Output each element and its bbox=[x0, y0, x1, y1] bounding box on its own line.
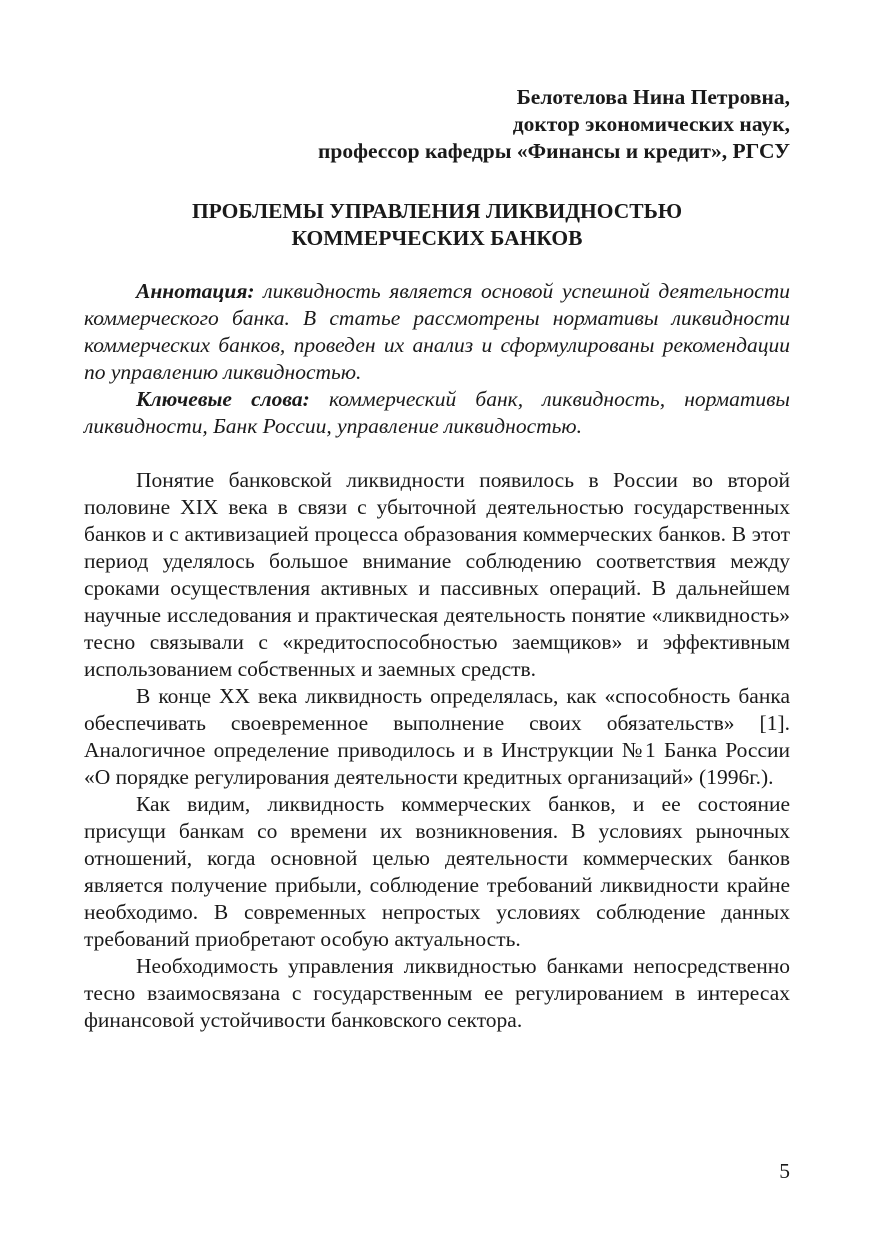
body-paragraph: В конце XX века ликвидность определялась, как «способность банка обеспечивать своевременное выполнение своих обязательств» [1]. Аналогичное определение приводилось и в Инструкции №1 Банка России «О порядке регулирования деятельности кредитных организаций» (1996г.). bbox=[84, 684, 790, 789]
page-number: 5 bbox=[779, 1159, 790, 1183]
article-title bbox=[84, 198, 790, 252]
title-line-1: ПРОБЛЕМЫ УПРАВЛЕНИЯ ЛИКВИДНОСТЬЮ bbox=[191, 199, 683, 223]
abstract-block bbox=[84, 278, 790, 440]
abstract-label: Аннотация: bbox=[136, 279, 255, 303]
author-name: Белотелова Нина Петровна, bbox=[516, 85, 790, 109]
article-page bbox=[84, 84, 790, 1034]
author-position: профессор кафедры «Финансы и кредит», РГСУ bbox=[318, 139, 790, 163]
author-degree: доктор экономических наук, bbox=[512, 112, 790, 136]
body-paragraph: Необходимость управления ликвидностью банками непосредственно тесно взаимосвязана с государственным ее регулированием в интересах финансовой устойчивости банковского сектора. bbox=[84, 954, 790, 1032]
body-paragraph: Как видим, ликвидность коммерческих банков, и ее состояние присущи банкам со времени их возникновения. В условиях рыночных отношений, когда основной целью деятельности коммерческих банков является получение прибыли, соблюдение требований ликвидности крайне необходимо. В современных непростых условиях соблюдение данных требований приобретают особую актуальность. bbox=[84, 792, 790, 951]
keywords-paragraph bbox=[84, 386, 790, 440]
title-line-2: КОММЕРЧЕСКИХ БАНКОВ bbox=[291, 226, 583, 250]
author-block bbox=[84, 84, 790, 165]
body-paragraph: Понятие банковской ликвидности появилось в России во второй половине XIX века в связи с убыточной деятельностью государственных банков и с активизацией процесса образования коммерческих банков. В этот период уделялось большое внимание соблюдению соответствия между сроками осуществления активных и пассивных операций. В дальнейшем научные исследования и практическая деятельность понятие «ликвидность» тесно связывали с «кредитоспособностью заемщиков» и эффективным использованием собственных и заемных средств. bbox=[84, 468, 790, 681]
keywords-text: коммерческий банк, ликвидность, нормативы ликвидности, Банк России, управление ликвидностью. bbox=[84, 387, 790, 438]
abstract-paragraph bbox=[84, 278, 790, 386]
article-body bbox=[84, 467, 790, 1034]
abstract-text: ликвидность является основой успешной деятельности коммерческого банка. В статье рассмотрены нормативы ликвидности коммерческих банков, проведен их анализ и сформулированы рекомендации по управлению ликвидностью. bbox=[84, 279, 790, 384]
keywords-label: Ключевые слова: bbox=[136, 387, 310, 411]
